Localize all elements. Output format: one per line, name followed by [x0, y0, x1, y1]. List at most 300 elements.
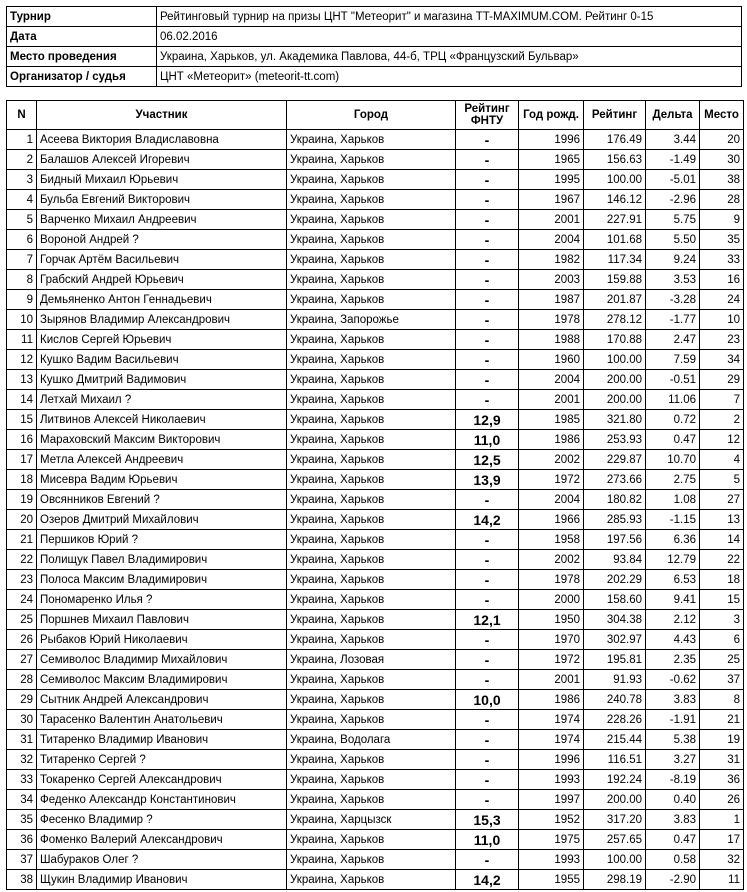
- cell-participant: Сытник Андрей Александрович: [37, 690, 287, 710]
- cell-delta: 0.40: [646, 790, 700, 810]
- cell-participant: Токаренко Сергей Александрович: [37, 770, 287, 790]
- cell-number: 36: [7, 830, 37, 850]
- cell-fntu-rating: -: [456, 750, 519, 770]
- cell-rating: 200.00: [584, 790, 646, 810]
- cell-delta: 5.50: [646, 230, 700, 250]
- cell-city: Украина, Харьков: [287, 330, 456, 350]
- cell-participant: Кислов Сергей Юрьевич: [37, 330, 287, 350]
- info-row: [7, 47, 742, 67]
- cell-number: 38: [7, 870, 37, 890]
- cell-birth-year: 1997: [519, 790, 584, 810]
- cell-birth-year: 1987: [519, 290, 584, 310]
- cell-participant: Озеров Дмитрий Михайлович: [37, 510, 287, 530]
- table-row: [7, 370, 744, 390]
- cell-rating: 253.93: [584, 430, 646, 450]
- table-row: [7, 570, 744, 590]
- cell-number: 30: [7, 710, 37, 730]
- cell-city: Украина, Харьков: [287, 490, 456, 510]
- cell-city: Украина, Харьков: [287, 610, 456, 630]
- info-label: Организатор / судья: [7, 67, 157, 87]
- cell-participant: Фоменко Валерий Александрович: [37, 830, 287, 850]
- table-row: [7, 790, 744, 810]
- cell-birth-year: 2004: [519, 490, 584, 510]
- cell-city: Украина, Харьков: [287, 130, 456, 150]
- cell-birth-year: 1978: [519, 570, 584, 590]
- cell-delta: -3.28: [646, 290, 700, 310]
- cell-participant: Балашов Алексей Игоревич: [37, 150, 287, 170]
- cell-city: Украина, Харьков: [287, 690, 456, 710]
- cell-place: 29: [700, 370, 744, 390]
- cell-number: 5: [7, 210, 37, 230]
- cell-birth-year: 2001: [519, 670, 584, 690]
- cell-city: Украина, Харьков: [287, 150, 456, 170]
- cell-participant: Рыбаков Юрий Николаевич: [37, 630, 287, 650]
- cell-delta: -1.15: [646, 510, 700, 530]
- cell-city: Украина, Харьков: [287, 790, 456, 810]
- cell-fntu-rating: 12,5: [456, 450, 519, 470]
- cell-rating: 146.12: [584, 190, 646, 210]
- cell-fntu-rating: 11,0: [456, 830, 519, 850]
- cell-city: Украина, Харьков: [287, 510, 456, 530]
- cell-birth-year: 2002: [519, 550, 584, 570]
- info-label: Место проведения: [7, 47, 157, 67]
- cell-participant: Семиволос Максим Владимирович: [37, 670, 287, 690]
- cell-rating: 278.12: [584, 310, 646, 330]
- cell-place: 13: [700, 510, 744, 530]
- cell-birth-year: 1974: [519, 730, 584, 750]
- cell-place: 37: [700, 670, 744, 690]
- cell-rating: 100.00: [584, 170, 646, 190]
- cell-number: 32: [7, 750, 37, 770]
- cell-delta: 4.43: [646, 630, 700, 650]
- table-row: [7, 690, 744, 710]
- cell-rating: 156.63: [584, 150, 646, 170]
- cell-rating: 170.88: [584, 330, 646, 350]
- cell-number: 37: [7, 850, 37, 870]
- cell-city: Украина, Харьков: [287, 670, 456, 690]
- cell-number: 23: [7, 570, 37, 590]
- cell-fntu-rating: -: [456, 370, 519, 390]
- cell-birth-year: 2004: [519, 370, 584, 390]
- cell-number: 3: [7, 170, 37, 190]
- cell-city: Украина, Харьков: [287, 590, 456, 610]
- cell-rating: 302.97: [584, 630, 646, 650]
- cell-city: Украина, Харьков: [287, 430, 456, 450]
- cell-participant: Феденко Александр Константинович: [37, 790, 287, 810]
- cell-participant: Асеева Виктория Владиславовна: [37, 130, 287, 150]
- cell-participant: Пономаренко Илья ?: [37, 590, 287, 610]
- cell-birth-year: 1986: [519, 430, 584, 450]
- cell-birth-year: 1993: [519, 850, 584, 870]
- cell-number: 26: [7, 630, 37, 650]
- cell-place: 15: [700, 590, 744, 610]
- cell-birth-year: 1996: [519, 130, 584, 150]
- cell-fntu-rating: 15,3: [456, 810, 519, 830]
- cell-fntu-rating: -: [456, 730, 519, 750]
- cell-delta: 11.06: [646, 390, 700, 410]
- cell-birth-year: 1988: [519, 330, 584, 350]
- cell-fntu-rating: -: [456, 170, 519, 190]
- cell-participant: Метла Алексей Андреевич: [37, 450, 287, 470]
- cell-city: Украина, Харьков: [287, 270, 456, 290]
- cell-number: 14: [7, 390, 37, 410]
- cell-delta: 6.53: [646, 570, 700, 590]
- cell-participant: Першиков Юрий ?: [37, 530, 287, 550]
- cell-delta: 3.83: [646, 690, 700, 710]
- cell-number: 4: [7, 190, 37, 210]
- tournament-info-table: [6, 6, 742, 87]
- cell-rating: 197.56: [584, 530, 646, 550]
- cell-rating: 304.38: [584, 610, 646, 630]
- cell-number: 27: [7, 650, 37, 670]
- cell-rating: 285.93: [584, 510, 646, 530]
- cell-number: 25: [7, 610, 37, 630]
- cell-place: 10: [700, 310, 744, 330]
- cell-city: Украина, Харцызск: [287, 810, 456, 830]
- cell-place: 8: [700, 690, 744, 710]
- cell-rating: 159.88: [584, 270, 646, 290]
- cell-place: 26: [700, 790, 744, 810]
- table-row: [7, 190, 744, 210]
- cell-place: 34: [700, 350, 744, 370]
- cell-city: Украина, Харьков: [287, 250, 456, 270]
- cell-delta: -8.19: [646, 770, 700, 790]
- col-participant-header: Участник: [37, 101, 287, 130]
- table-row: [7, 730, 744, 750]
- cell-place: 24: [700, 290, 744, 310]
- table-row: [7, 550, 744, 570]
- cell-rating: 195.81: [584, 650, 646, 670]
- cell-place: 22: [700, 550, 744, 570]
- cell-place: 18: [700, 570, 744, 590]
- cell-rating: 200.00: [584, 370, 646, 390]
- cell-number: 16: [7, 430, 37, 450]
- cell-fntu-rating: 14,2: [456, 870, 519, 890]
- cell-city: Украина, Харьков: [287, 550, 456, 570]
- cell-fntu-rating: 14,2: [456, 510, 519, 530]
- cell-fntu-rating: -: [456, 530, 519, 550]
- cell-city: Украина, Харьков: [287, 410, 456, 430]
- cell-rating: 298.19: [584, 870, 646, 890]
- cell-place: 1: [700, 810, 744, 830]
- cell-rating: 101.68: [584, 230, 646, 250]
- table-row: [7, 610, 744, 630]
- cell-rating: 215.44: [584, 730, 646, 750]
- cell-city: Украина, Харьков: [287, 230, 456, 250]
- cell-city: Украина, Харьков: [287, 290, 456, 310]
- cell-participant: Литвинов Алексей Николаевич: [37, 410, 287, 430]
- cell-delta: 3.53: [646, 270, 700, 290]
- cell-participant: Демьяненко Антон Геннадьевич: [37, 290, 287, 310]
- cell-participant: Полищук Павел Владимирович: [37, 550, 287, 570]
- cell-number: 33: [7, 770, 37, 790]
- cell-city: Украина, Харьков: [287, 390, 456, 410]
- cell-rating: 228.26: [584, 710, 646, 730]
- table-row: [7, 590, 744, 610]
- cell-delta: -1.49: [646, 150, 700, 170]
- cell-birth-year: 1974: [519, 710, 584, 730]
- cell-fntu-rating: 13,9: [456, 470, 519, 490]
- cell-delta: 6.36: [646, 530, 700, 550]
- table-row: [7, 650, 744, 670]
- cell-number: 12: [7, 350, 37, 370]
- cell-delta: 0.72: [646, 410, 700, 430]
- cell-city: Украина, Харьков: [287, 530, 456, 550]
- cell-rating: 201.87: [584, 290, 646, 310]
- results-header-row: [7, 101, 744, 130]
- cell-rating: 93.84: [584, 550, 646, 570]
- cell-delta: 5.38: [646, 730, 700, 750]
- cell-place: 9: [700, 210, 744, 230]
- cell-delta: 9.41: [646, 590, 700, 610]
- cell-participant: Горчак Артём Васильевич: [37, 250, 287, 270]
- cell-fntu-rating: -: [456, 270, 519, 290]
- cell-birth-year: 1985: [519, 410, 584, 430]
- table-row: [7, 310, 744, 330]
- cell-birth-year: 2003: [519, 270, 584, 290]
- cell-participant: Летхай Михаил ?: [37, 390, 287, 410]
- info-label: Дата: [7, 27, 157, 47]
- cell-participant: Тарасенко Валентин Анатольевич: [37, 710, 287, 730]
- table-row: [7, 470, 744, 490]
- cell-birth-year: 1950: [519, 610, 584, 630]
- cell-number: 9: [7, 290, 37, 310]
- cell-fntu-rating: -: [456, 130, 519, 150]
- cell-fntu-rating: -: [456, 310, 519, 330]
- table-row: [7, 330, 744, 350]
- cell-city: Украина, Харьков: [287, 770, 456, 790]
- cell-place: 23: [700, 330, 744, 350]
- cell-place: 20: [700, 130, 744, 150]
- cell-delta: -0.51: [646, 370, 700, 390]
- cell-city: Украина, Харьков: [287, 450, 456, 470]
- table-row: [7, 150, 744, 170]
- cell-birth-year: 1975: [519, 830, 584, 850]
- table-row: [7, 270, 744, 290]
- cell-birth-year: 1993: [519, 770, 584, 790]
- cell-city: Украина, Харьков: [287, 210, 456, 230]
- table-row: [7, 750, 744, 770]
- cell-place: 4: [700, 450, 744, 470]
- cell-participant: Поршнев Михаил Павлович: [37, 610, 287, 630]
- cell-number: 35: [7, 810, 37, 830]
- cell-fntu-rating: -: [456, 350, 519, 370]
- cell-rating: 227.91: [584, 210, 646, 230]
- table-row: [7, 490, 744, 510]
- cell-rating: 321.80: [584, 410, 646, 430]
- cell-fntu-rating: -: [456, 210, 519, 230]
- cell-place: 11: [700, 870, 744, 890]
- cell-rating: 192.24: [584, 770, 646, 790]
- cell-participant: Бидный Михаил Юрьевич: [37, 170, 287, 190]
- table-row: [7, 130, 744, 150]
- cell-number: 31: [7, 730, 37, 750]
- cell-participant: Бульба Евгений Викторович: [37, 190, 287, 210]
- table-row: [7, 770, 744, 790]
- cell-fntu-rating: 12,9: [456, 410, 519, 430]
- cell-birth-year: 1966: [519, 510, 584, 530]
- cell-place: 19: [700, 730, 744, 750]
- col-birth-year-header: Год рожд.: [519, 101, 584, 130]
- cell-rating: 100.00: [584, 350, 646, 370]
- info-value: Украина, Харьков, ул. Академика Павлова, 44-б, ТРЦ «Французский Бульвар»: [157, 47, 742, 67]
- col-fntu-rating-header: Рейтинг ФНТУ: [456, 101, 519, 130]
- cell-number: 34: [7, 790, 37, 810]
- cell-city: Украина, Лозовая: [287, 650, 456, 670]
- cell-fntu-rating: 10,0: [456, 690, 519, 710]
- info-value: ЦНТ «Метеорит» (meteorit-tt.com): [157, 67, 742, 87]
- cell-fntu-rating: -: [456, 850, 519, 870]
- col-number-header: N: [7, 101, 37, 130]
- cell-birth-year: 1978: [519, 310, 584, 330]
- cell-fntu-rating: -: [456, 570, 519, 590]
- cell-number: 19: [7, 490, 37, 510]
- cell-delta: 5.75: [646, 210, 700, 230]
- cell-delta: 2.47: [646, 330, 700, 350]
- cell-place: 32: [700, 850, 744, 870]
- cell-place: 7: [700, 390, 744, 410]
- cell-birth-year: 1955: [519, 870, 584, 890]
- cell-number: 8: [7, 270, 37, 290]
- cell-delta: -1.91: [646, 710, 700, 730]
- cell-delta: 3.27: [646, 750, 700, 770]
- cell-participant: Шабураков Олег ?: [37, 850, 287, 870]
- cell-fntu-rating: 11,0: [456, 430, 519, 450]
- cell-fntu-rating: -: [456, 710, 519, 730]
- cell-birth-year: 1996: [519, 750, 584, 770]
- cell-number: 7: [7, 250, 37, 270]
- cell-city: Украина, Харьков: [287, 470, 456, 490]
- table-row: [7, 630, 744, 650]
- cell-place: 14: [700, 530, 744, 550]
- cell-delta: 9.24: [646, 250, 700, 270]
- cell-rating: 257.65: [584, 830, 646, 850]
- cell-fntu-rating: -: [456, 790, 519, 810]
- cell-place: 36: [700, 770, 744, 790]
- cell-participant: Овсянников Евгений ?: [37, 490, 287, 510]
- cell-city: Украина, Харьков: [287, 850, 456, 870]
- cell-fntu-rating: -: [456, 770, 519, 790]
- cell-place: 6: [700, 630, 744, 650]
- cell-number: 13: [7, 370, 37, 390]
- cell-birth-year: 2001: [519, 210, 584, 230]
- cell-number: 24: [7, 590, 37, 610]
- cell-delta: -0.62: [646, 670, 700, 690]
- cell-rating: 200.00: [584, 390, 646, 410]
- cell-delta: -2.90: [646, 870, 700, 890]
- cell-fntu-rating: -: [456, 150, 519, 170]
- table-row: [7, 810, 744, 830]
- table-row: [7, 510, 744, 530]
- cell-participant: Титаренко Сергей ?: [37, 750, 287, 770]
- cell-fntu-rating: -: [456, 190, 519, 210]
- cell-place: 38: [700, 170, 744, 190]
- cell-number: 11: [7, 330, 37, 350]
- cell-place: 33: [700, 250, 744, 270]
- cell-place: 16: [700, 270, 744, 290]
- cell-rating: 273.66: [584, 470, 646, 490]
- cell-delta: 1.08: [646, 490, 700, 510]
- cell-delta: 3.44: [646, 130, 700, 150]
- info-label: Турнир: [7, 7, 157, 27]
- col-delta-header: Дельта: [646, 101, 700, 130]
- cell-participant: Полоса Максим Владимирович: [37, 570, 287, 590]
- table-row: [7, 530, 744, 550]
- table-row: [7, 350, 744, 370]
- cell-place: 35: [700, 230, 744, 250]
- info-row: [7, 27, 742, 47]
- cell-number: 6: [7, 230, 37, 250]
- cell-rating: 240.78: [584, 690, 646, 710]
- cell-number: 20: [7, 510, 37, 530]
- cell-birth-year: 1958: [519, 530, 584, 550]
- cell-place: 21: [700, 710, 744, 730]
- cell-number: 1: [7, 130, 37, 150]
- cell-rating: 117.34: [584, 250, 646, 270]
- cell-participant: Кушко Дмитрий Вадимович: [37, 370, 287, 390]
- cell-birth-year: 1967: [519, 190, 584, 210]
- table-row: [7, 410, 744, 430]
- cell-participant: Вороной Андрей ?: [37, 230, 287, 250]
- cell-city: Украина, Водолага: [287, 730, 456, 750]
- cell-birth-year: 1970: [519, 630, 584, 650]
- cell-number: 2: [7, 150, 37, 170]
- col-city-header: Город: [287, 101, 456, 130]
- table-row: [7, 250, 744, 270]
- cell-number: 21: [7, 530, 37, 550]
- cell-delta: 3.83: [646, 810, 700, 830]
- cell-city: Украина, Харьков: [287, 350, 456, 370]
- cell-place: 28: [700, 190, 744, 210]
- cell-birth-year: 1972: [519, 650, 584, 670]
- col-place-header: Место: [700, 101, 744, 130]
- cell-fntu-rating: -: [456, 290, 519, 310]
- table-row: [7, 210, 744, 230]
- cell-delta: 12.79: [646, 550, 700, 570]
- cell-rating: 91.93: [584, 670, 646, 690]
- cell-birth-year: 2000: [519, 590, 584, 610]
- cell-city: Украина, Харьков: [287, 750, 456, 770]
- table-row: [7, 830, 744, 850]
- cell-rating: 176.49: [584, 130, 646, 150]
- cell-fntu-rating: -: [456, 250, 519, 270]
- cell-rating: 116.51: [584, 750, 646, 770]
- table-row: [7, 710, 744, 730]
- cell-delta: 0.47: [646, 430, 700, 450]
- cell-fntu-rating: -: [456, 630, 519, 650]
- cell-city: Украина, Харьков: [287, 170, 456, 190]
- cell-number: 10: [7, 310, 37, 330]
- cell-fntu-rating: -: [456, 330, 519, 350]
- cell-place: 31: [700, 750, 744, 770]
- cell-city: Украина, Харьков: [287, 370, 456, 390]
- cell-delta: -2.96: [646, 190, 700, 210]
- cell-place: 17: [700, 830, 744, 850]
- cell-delta: -1.77: [646, 310, 700, 330]
- cell-fntu-rating: -: [456, 490, 519, 510]
- cell-participant: Семиволос Владимир Михайлович: [37, 650, 287, 670]
- table-row: [7, 290, 744, 310]
- cell-fntu-rating: 12,1: [456, 610, 519, 630]
- cell-delta: 7.59: [646, 350, 700, 370]
- cell-fntu-rating: -: [456, 390, 519, 410]
- cell-fntu-rating: -: [456, 650, 519, 670]
- cell-birth-year: 1960: [519, 350, 584, 370]
- cell-rating: 202.29: [584, 570, 646, 590]
- cell-place: 25: [700, 650, 744, 670]
- table-row: [7, 430, 744, 450]
- cell-fntu-rating: -: [456, 550, 519, 570]
